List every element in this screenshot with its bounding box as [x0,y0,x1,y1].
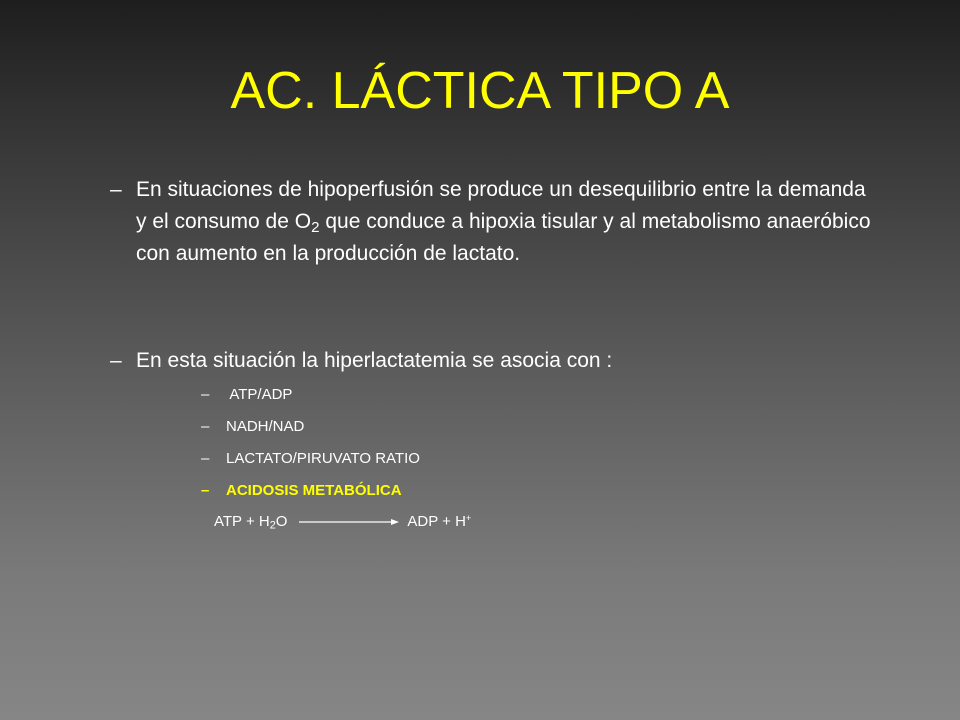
sub-bullet-dash: – [201,482,210,499]
sub-bullet-dash: – [201,386,210,403]
sub-item-lactato-piruvato [201,448,701,480]
sub-item-label: ACIDOSIS METABÓLICA [226,482,402,499]
sub-item-acidosis [201,480,701,512]
bullet-dash: – [110,178,122,201]
sub-item-label: NADH/NAD [226,418,305,435]
oxygen-subscript: 2 [311,218,320,236]
proton-superscript: + [465,513,472,524]
slide-title: AC. LÁCTICA TIPO A [230,62,730,120]
sub-bullet-dash: – [201,450,210,467]
sub-item-nadh-nad [201,416,701,448]
sub-item-label: LACTATO/PIRUVATO RATIO [226,450,420,467]
paragraph-text-part1: En situaciones de hipoperfusión se produce un desequilibrio entre la demanda y el consumo de O [136,178,866,233]
reaction-equation [214,510,471,534]
paragraph-text: En esta situación la hiperlactatemia se asocia con : [136,349,613,372]
equation-reactants [214,510,287,534]
paragraph-text-part2: que conduce a hipoxia tisular y al metabolismo anaeróbico con aumento en la producción de lactato. [136,210,871,265]
sub-bullet-dash: – [201,418,210,435]
sub-item-label: ATP/ADP [226,386,293,403]
sub-item-atp-adp [201,384,701,416]
equation-products [407,510,471,534]
reaction-arrow-icon [299,516,399,528]
reactants-text-end: O [275,513,288,530]
products-text: ADP + H [407,513,466,530]
paragraph-hiperlactatemia [110,345,880,377]
paragraph-text [136,174,880,270]
water-subscript: 2 [269,519,276,532]
sub-list [201,384,701,512]
bullet-dash: – [110,349,122,372]
paragraph-hipoperfusion [110,174,880,270]
reactants-text: ATP + H [214,513,270,530]
